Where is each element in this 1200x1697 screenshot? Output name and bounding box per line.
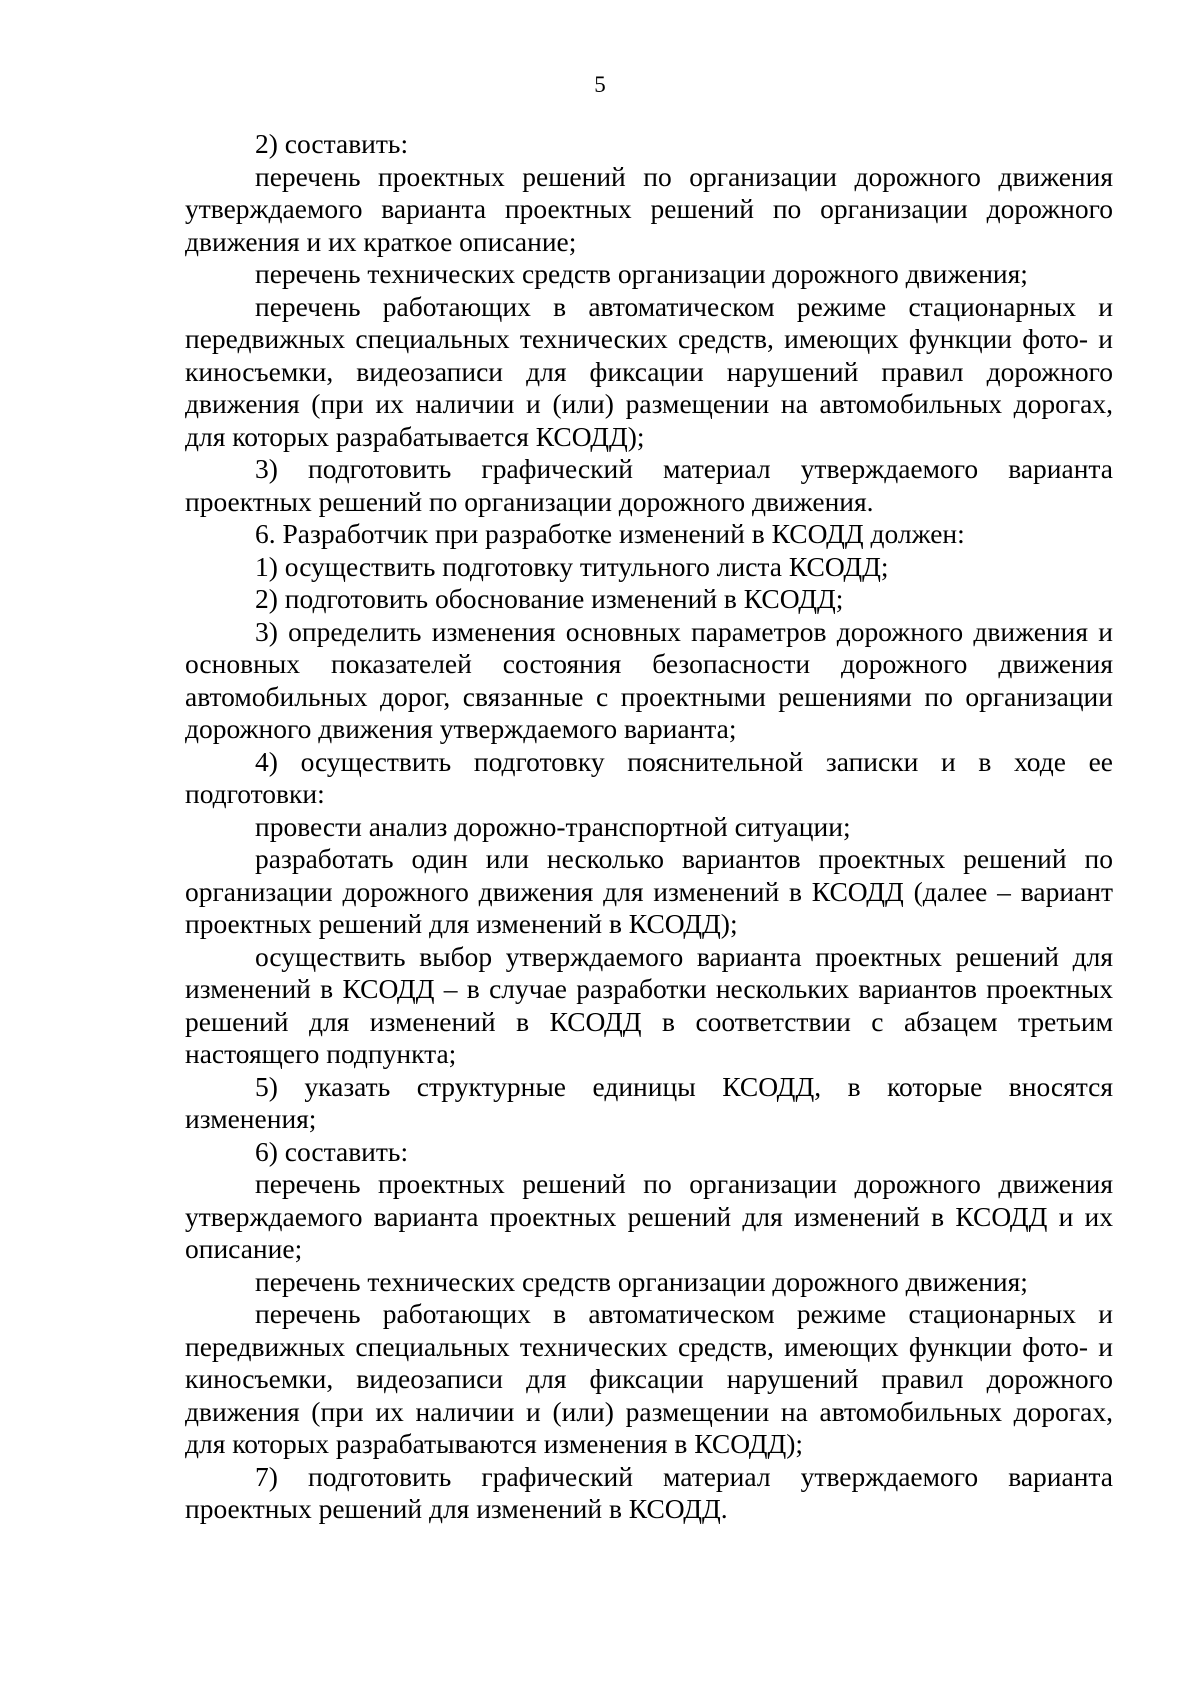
paragraph: перечень технических средств организации дорожного движения; xyxy=(255,1265,1028,1297)
paragraph: 2) составить: xyxy=(255,128,409,159)
paragraph: перечень проектных решений по организации дорожного движения утверждаемого варианта проектных решений для изменений в КСОДД и их описание; xyxy=(185,1168,1113,1264)
paragraph: 3) определить изменения основных параметров дорожного движения и основных показателей состояния безопасности дорожного движения автомобильных дорог, связанные с проектными решениями по организации дорожного движения утверждаемого варианта; xyxy=(185,615,1113,744)
paragraph: 1) осуществить подготовку титульного листа КСОДД; xyxy=(255,550,889,582)
paragraph: 3) подготовить графический материал утверждаемого варианта проектных решений по организации дорожного движения. xyxy=(185,453,1113,517)
paragraph: перечень технических средств организации дорожного движения; xyxy=(255,258,1028,289)
paragraph: 7) подготовить графический материал утверждаемого варианта проектных решений для изменений в КСОДД. xyxy=(185,1460,1113,1524)
paragraph: осуществить выбор утверждаемого варианта проектных решений для изменений в КСОДД – в случае разработки нескольких вариантов проектных решений для изменений в КСОДД в соответствии с абзацем третьим настоящего подпункта; xyxy=(185,940,1113,1069)
paragraph: 6) составить: xyxy=(255,1135,409,1167)
paragraph: 2) подготовить обоснование изменений в КСОДД; xyxy=(255,583,844,614)
paragraph: разработать один или несколько вариантов проектных решений по организации дорожного движения для изменений в КСОДД (далее – вариант проектных решений для изменений в КСОДД); xyxy=(185,843,1113,939)
paragraph: провести анализ дорожно-транспортной ситуации; xyxy=(255,810,851,842)
paragraph: перечень работающих в автоматическом режиме стационарных и передвижных специальных технических средств, имеющих функции фото- и киносъемки, видеозаписи для фиксации нарушений правил дорожного движения (при их наличии и (или) размещении на автомобильных дорогах, для которых разрабатывается КСОДД); xyxy=(185,290,1113,452)
paragraph: перечень проектных решений по организации дорожного движения утверждаемого варианта проектных решений по организации дорожного движения и их краткое описание; xyxy=(185,160,1113,257)
page-number: 5 xyxy=(594,72,606,97)
paragraph: 5) указать структурные единицы КСОДД, в которые вносятся изменения; xyxy=(185,1070,1113,1134)
document-body xyxy=(185,128,1113,1526)
paragraph: перечень работающих в автоматическом режиме стационарных и передвижных специальных технических средств, имеющих функции фото- и киносъемки, видеозаписи для фиксации нарушений правил дорожного движения (при их наличии и (или) размещении на автомобильных дорогах, для которых разрабатываются изменения в КСОДД); xyxy=(185,1298,1113,1459)
paragraph: 6. Разработчик при разработке изменений в КСОДД должен: xyxy=(255,518,965,549)
paragraph: 4) осуществить подготовку пояснительной записки и в ходе ее подготовки: xyxy=(185,745,1113,809)
